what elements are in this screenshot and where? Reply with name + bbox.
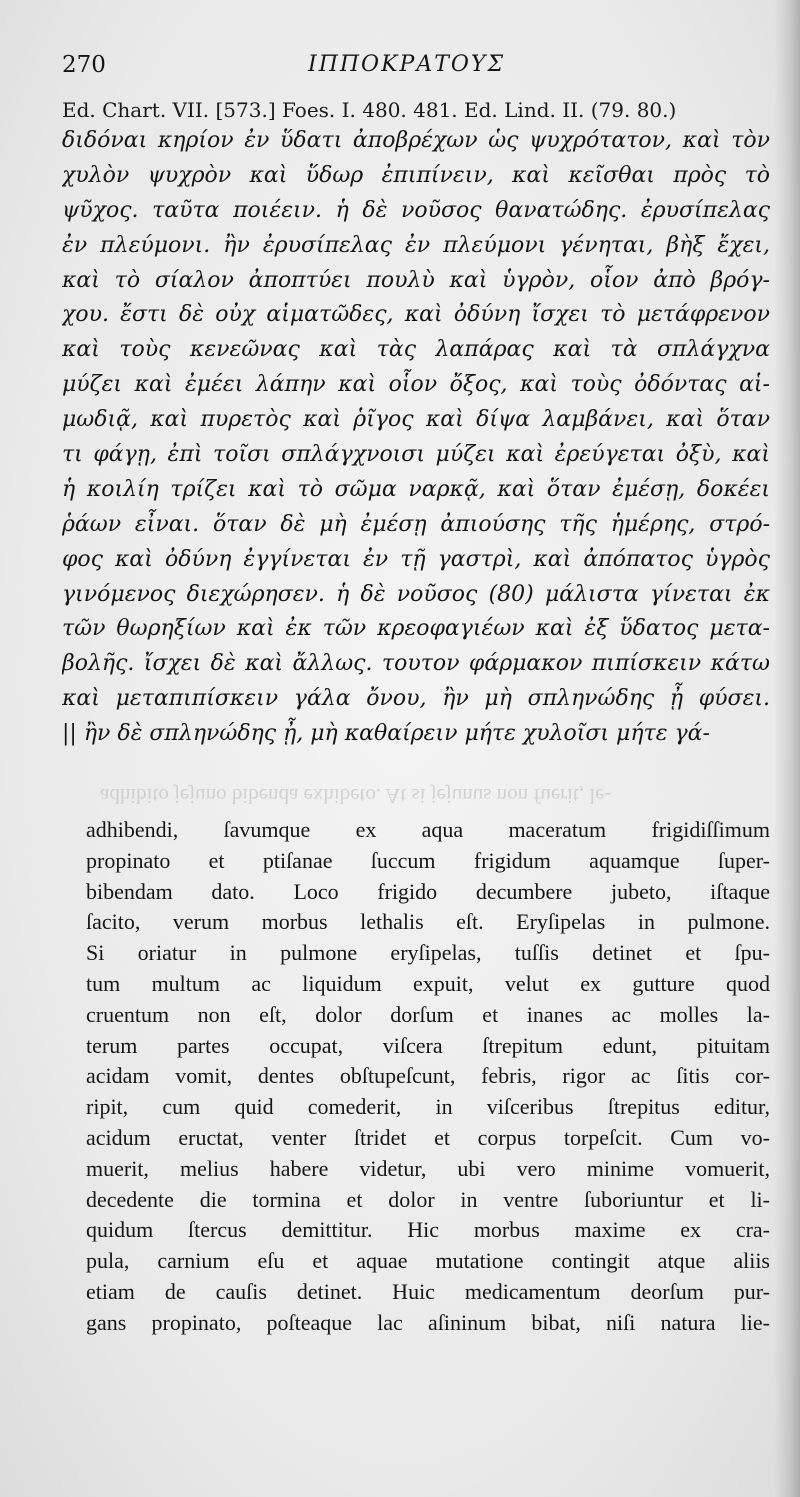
latin-line: ſacito, verum morbus lethalis eſt. Eryſipelas in pulmone. [86,909,770,935]
greek-line: χυλὸν ψυχρὸν καὶ ὕδωρ ἐπιπίνειν, καὶ κεῖσθαι πρὸς τὸ [62,162,770,188]
latin-line: gans propinato, poſteaque lac aſininum bibat, niſi natura lie- [86,1309,770,1335]
running-title: ΙΠΠΟΚΡΑΤΟΥΣ [308,52,506,77]
latin-line: muerit, melius habere videtur, ubi vero minime vomuerit, [86,1155,770,1181]
greek-line: τι φάγῃ, ἐπὶ τοῖσι σπλάγχνοισι μύζει καὶ ἐρεύγεται ὀξὺ, καὶ [62,442,770,468]
greek-line: ἐν πλεύμονι. ἢν ἐρυσίπελας ἐν πλεύμονι γένηται, βὴξ ἔχει, [62,232,770,258]
greek-text-block [62,124,770,752]
bleed-through-text: adhibito jejuno bibenda exhibeto. At si jejunus non fuerit, le- [100,784,612,808]
latin-line: bibendam dato. Loco frigido decumbere jubeto, iſtaque [86,878,770,904]
greek-line: μωδιᾷ, καὶ πυρετὸς καὶ ῥῖγος καὶ δίψα λαμβάνει, καὶ ὅταν [62,407,770,433]
latin-line: acidum eructat, venter ſtridet et corpus torpeſcit. Cum vo- [86,1124,770,1150]
edition-reference: Ed. Chart. VII. [573.] Foes. I. 480. 481. Ed. Lind. II. (79. 80.) [62,98,677,122]
page-number: 270 [62,52,106,78]
latin-line: Si oriatur in pulmone eryſipelas, tuſſis detinet et ſpu- [86,940,770,966]
latin-line: tum multum ac liquidum expuit, velut ex gutture quod [86,970,770,996]
greek-line: καὶ μεταπιπίσκειν γάλα ὄνου, ἢν μὴ σπληνώδης ᾖ φύσει. [62,686,770,712]
greek-line: χου. ἔστι δὲ οὐχ αἱματῶδες, καὶ ὀδύνη ἴσχει τὸ μετάφρενον [62,302,770,328]
greek-line: φος καὶ ὀδύνη ἐγγίνεται ἐν τῇ γαστρὶ, καὶ ἀπόπατος ὑγρὸς [62,546,770,572]
latin-line: ripit, cum quid comederit, in viſceribus ſtrepitus editur, [86,1094,770,1120]
latin-line: cruentum non eſt, dolor dorſum et inanes ac molles la- [86,1001,770,1027]
greek-line: μύζει καὶ ἐμέει λάπην καὶ οἷον ὄξος, καὶ τοὺς ὀδόντας αἱ- [62,372,770,398]
greek-line: ῥάων εἶναι. ὅταν δὲ μὴ ἐμέσῃ ἀπιούσης τῆς ἡμέρης, στρό- [62,511,770,537]
latin-line: terum partes occupat, viſcera ſtrepitum edunt, pituitam [86,1032,770,1058]
latin-line: pula, carnium eſu et aquae mutatione contingit atque aliis [86,1248,770,1274]
greek-line: || ἢν δὲ σπληνώδης ᾖ, μὴ καθαίρειν μήτε χυλοῖσι μήτε γά- [62,721,710,747]
greek-line: διδόναι κηρίον ἐν ὕδατι ἀποβρέχων ὡς ψυχρότατον, καὶ τὸν [62,128,770,153]
greek-line: καὶ τοὺς κενεῶνας καὶ τὰς λαπάρας καὶ τὰ σπλάγχνα [62,337,770,363]
latin-line: adhibendi, ſavumque ex aqua maceratum frigidiſſimum [86,817,770,842]
page-edge-shadow [774,0,800,1497]
latin-line: propinato et ptiſanae ſuccum frigidum aquamque ſuper- [86,847,770,873]
greek-line: ἡ κοιλίη τρίζει καὶ τὸ σῶμα ναρκᾷ, καὶ ὅταν ἐμέσῃ, δοκέει [62,476,770,502]
latin-line: acidam vomit, dentes obſtupeſcunt, febris, rigor ac ſitis cor- [86,1063,770,1089]
latin-line: etiam de cauſis detinet. Huic medicamentum deorſum pur- [86,1278,770,1304]
greek-line: καὶ τὸ σίαλον ἀποπτύει πουλὺ καὶ ὑγρὸν, οἷον ἀπὸ βρόγ- [62,267,770,293]
page-header [62,50,762,86]
greek-line: βολῆς. ἴσχει δὲ καὶ ἄλλως. τουτον φάρμακον πιπίσκειν κάτω [62,651,770,677]
greek-line: ψῦχος. ταῦτα ποιέειν. ἡ δὲ νοῦσος θανατώδης. ἐρυσίπελας [62,197,770,223]
latin-line: quidum ſtercus demittitur. Hic morbus maxime ex cra- [86,1217,770,1243]
greek-line: τῶν θωρηξίων καὶ ἐκ τῶν κρεοφαγιέων καὶ ἐξ ὕδατος μετα- [62,616,770,642]
greek-line: γινόμενος διεχώρησεν. ἡ δὲ νοῦσος (80) μάλιστα γίνεται ἐκ [62,581,770,607]
latin-text-block [86,815,770,1339]
latin-line: decedente die tormina et dolor in ventre ſuboriuntur et li- [86,1186,770,1212]
